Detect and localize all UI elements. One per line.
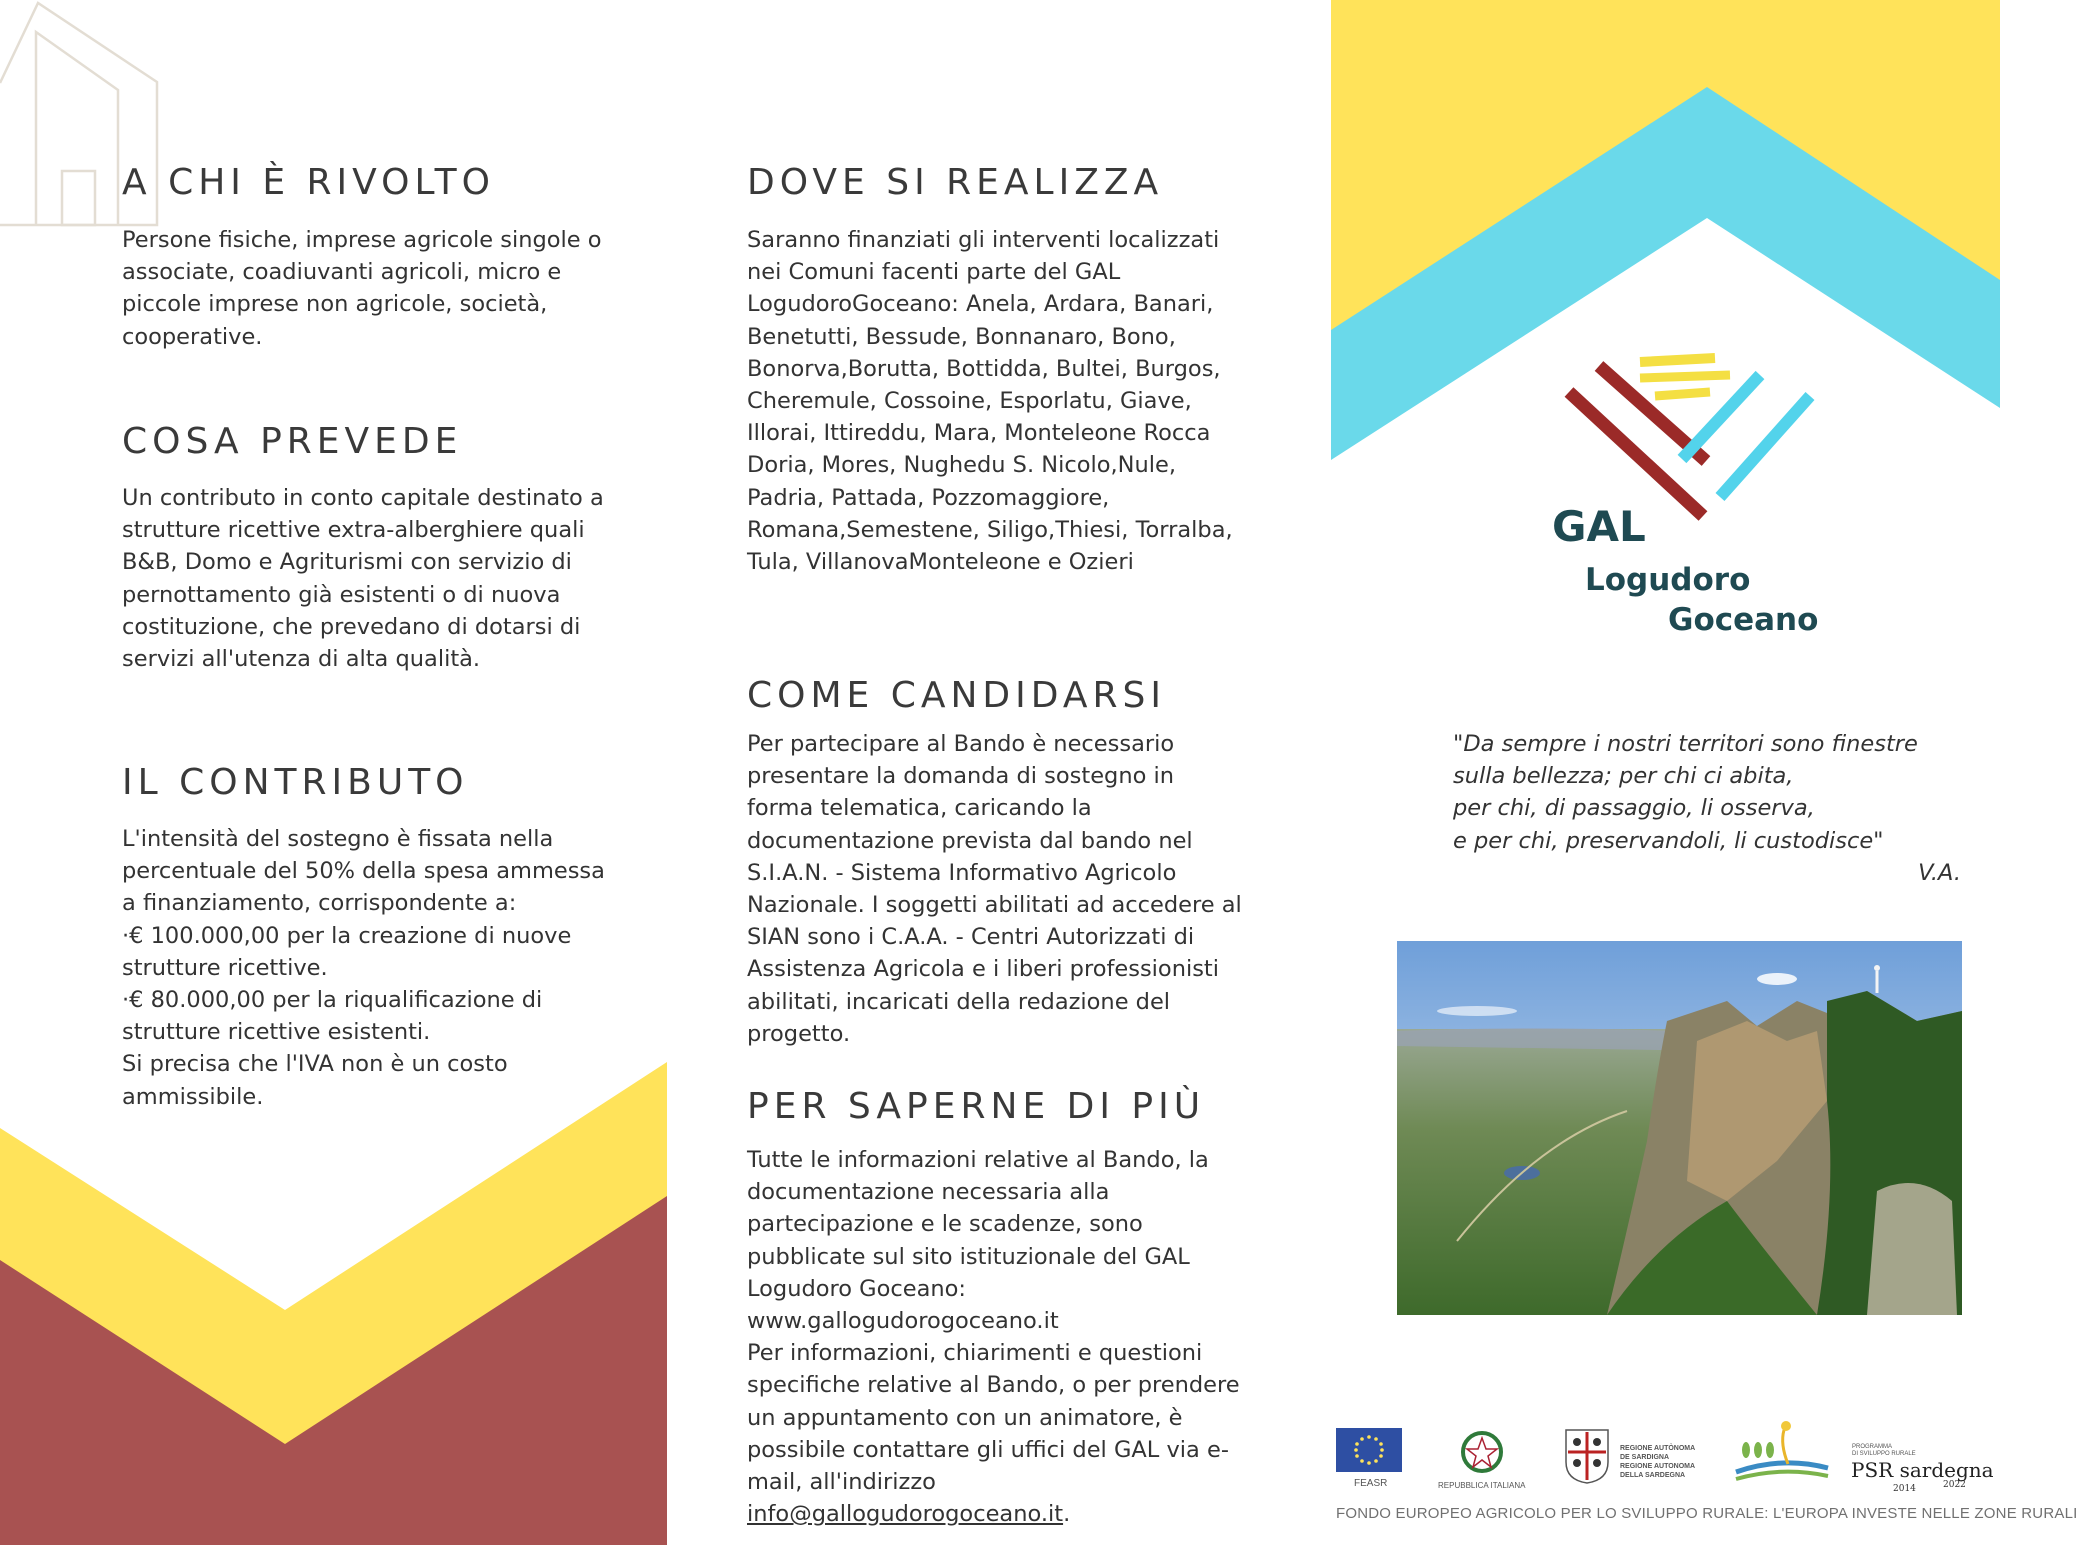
section-title-cosa: COSA PREVEDE: [122, 421, 463, 462]
saperne-paragraph-2: [747, 1337, 1257, 1530]
psr-program-line-1: PROGRAMMA: [1852, 1444, 1893, 1450]
repubblica-emblem-icon: [1460, 1428, 1504, 1476]
psr-sardegna-logo-icon: [1732, 1416, 1832, 1486]
regione-label-line-2: DE SARDIGNA: [1620, 1454, 1670, 1461]
contributo-line-1: L'intensità del sostegno è fissata nella percentuale del 50% della spesa ammessa a finanziamento, corrispondente a:: [122, 826, 605, 917]
psr-sardegna-label: PSR sardegna: [1851, 1458, 1994, 1482]
gal-logo: [1540, 340, 1840, 650]
quote-line-4: e per chi, preservandoli, li custodisce": [1453, 827, 1884, 854]
section-text-contributo: [122, 823, 612, 1113]
saperne-paragraph-2-text: Per informazioni, chiarimenti e questioni specifiche relative al Bando, o per prendere un appuntamento con un animatore, è possibile contattare gli uffici del GAL via e-mail, all'indirizzo: [747, 1340, 1240, 1496]
logo-goceano-text: Goceano: [1668, 602, 1819, 638]
quote-line-1: "Da sempre i nostri territori sono finestre: [1453, 731, 1918, 757]
logo-logudoro-text: Logudoro: [1585, 562, 1751, 598]
quote-line-3: per chi, di passaggio, li osserva,: [1453, 795, 1815, 822]
email-link[interactable]: info@gallogudorogoceano.it: [747, 1501, 1064, 1528]
repubblica-label: REPUBBLICA ITALIANA: [1438, 1481, 1526, 1490]
landscape-photo: [1397, 941, 1962, 1315]
psr-year-start: 2014: [1893, 1484, 1916, 1494]
contributo-line-4: Si precisa che l'IVA non è un costo ammissibile.: [122, 1051, 508, 1110]
section-text-cosa: Un contributo in conto capitale destinato a strutture ricettive extra-alberghiere quali B&B, Domo e Agriturismi con servizio di pernottamento già esistenti o di nuova costituzione, che prevedano di dotarsi di servizi all'utenza di alta qualità.: [122, 485, 604, 673]
saperne-period: .: [1063, 1501, 1071, 1528]
quote-author: V.A.: [1918, 859, 1961, 886]
contributo-line-2: ·€ 100.000,00 per la creazione di nuove strutture ricettive.: [122, 922, 572, 981]
section-text-come: Per partecipare al Bando è necessario presentare la domanda di sostegno in forma telematica, caricando la documentazione prevista dal bando nel S.I.A.N. - Sistema Informativo Agricolo Nazionale. I soggetti abilitati ad accedere al SIAN sono i C.A.A. - Centri Autorizzati di Assistenza Agricola e i liberi professionisti abilitati, incaricati della redazione del progetto.: [747, 731, 1242, 1047]
regione-label-line-4: DELLA SARDEGNA: [1620, 1472, 1686, 1479]
regione-label: [1620, 1444, 1695, 1480]
feasr-label: FEASR: [1354, 1478, 1388, 1489]
gal-logo-text: GAL: [1552, 502, 1646, 551]
section-text-chi: Persone fisiche, imprese agricole singole o associate, coadiuvanti agricoli, micro e piccole imprese non agricole, società, cooperative.: [122, 227, 602, 350]
psr-year-end: 2022: [1943, 1480, 1966, 1490]
saperne-paragraph-1: Tutte le informazioni relative al Bando, la documentazione necessaria alla partecipazione e le scadenze, sono pubblicate sul sito istituzionale del GAL Logudoro Goceano: www.gallogudorogoceano.it: [747, 1147, 1209, 1335]
psr-program-label: [1852, 1444, 1916, 1458]
quote-line-2: sulla bellezza; per chi ci abita,: [1453, 763, 1794, 790]
eu-flag-icon: [1336, 1428, 1402, 1472]
regione-sardegna-emblem-icon: [1562, 1428, 1612, 1484]
section-title-come: COME CANDIDARSI: [747, 675, 1166, 716]
section-title-saperne: PER SAPERNE DI PIÙ: [747, 1086, 1206, 1127]
quote-block: [1453, 728, 1973, 889]
section-text-dove: Saranno finanziati gli interventi localizzati nei Comuni facenti parte del GAL LogudoroGoceano: Anela, Ardara, Banari, Benetutti, Bessude, Bonnanaro, Bono, Bonorva,Borutta, Bottidda, Bultei, Burgos, Cheremule, Cossoine, Esporlatu, Giave, Illorai, Ittireddu, Mara, Monteleone Rocca Doria, Mores, Nughedu S. Nicolo,Nule, Padria, Pattada, Pozzomaggiore, Romana,Semestene, Siligo,Thiesi, Torralba, Tula, VillanovaMonteleone e Ozieri: [747, 227, 1233, 576]
regione-label-line-3: REGIONE AUTONOMA: [1620, 1463, 1696, 1470]
section-title-dove: DOVE SI REALIZZA: [747, 162, 1164, 203]
footer-tagline: FONDO EUROPEO AGRICOLO PER LO SVILUPPO RURALE: L'EUROPA INVESTE NELLE ZONE RURALI: [1336, 1505, 2077, 1522]
section-title-chi: A CHI È RIVOLTO: [122, 162, 495, 203]
section-text-saperne: [747, 1144, 1257, 1530]
contributo-line-3: ·€ 80.000,00 per la riqualificazione di strutture ricettive esistenti.: [122, 987, 543, 1046]
section-title-contributo: IL CONTRIBUTO: [122, 762, 469, 803]
psr-program-line-2: DI SVILUPPO RURALE: [1852, 1451, 1916, 1457]
regione-label-line-1: REGIONE AUTÒNOMA: [1620, 1445, 1696, 1452]
